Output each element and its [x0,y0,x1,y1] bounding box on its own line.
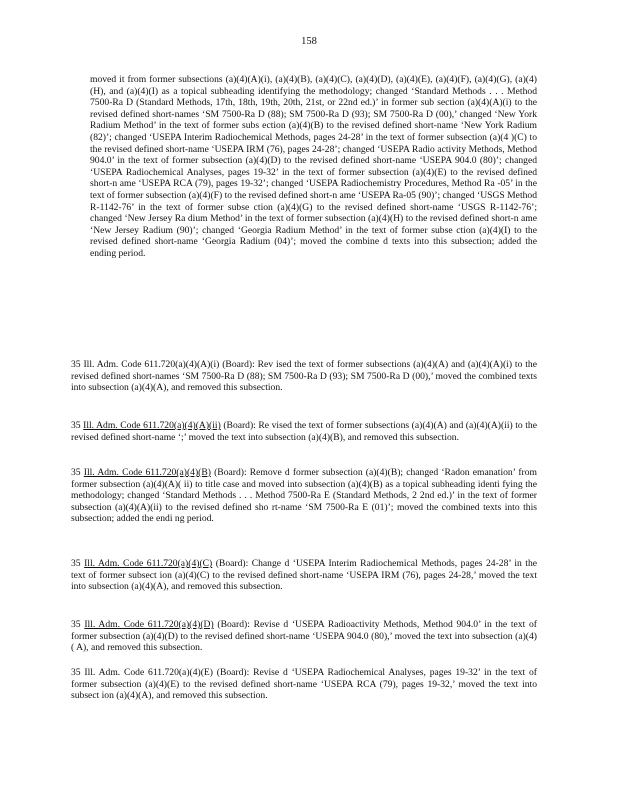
entry-text [71,667,537,702]
entry-cite: Ill. Adm. Code 611.720(a)(4)(D) [84,619,214,630]
entry-611-720-a-4-A-i [71,359,537,394]
entry-cite: Ill. Adm. Code 611.720(a)(4)(B) [83,467,211,478]
entry-text [71,420,537,443]
entry-number: 35 [71,420,81,431]
entry-cite: Ill. Adm. Code 611.720(a)(4)(E) [84,667,213,678]
intro-paragraph: moved it from former subsections (a)(4)(A)(i), (a)(4)(B), (a)(4)(C), (a)(4)(D), (a)(4)(E), (a)(4)(F), (a)(4)(G), (a)(4)(H), and (a)(4)(I) as a topical subheading identifying the methodology; changed ‘Standard Methods . . . Method 7500-Ra D (Standard Methods, 17th, 18th, 19th, 20th, 21st, or 22nd ed.)’ in former sub section (a)(4)(A)(i) to the revised defined short-names ‘SM 7500-Ra D (88); SM 7500-Ra D (93); SM 7500-Ra D (00),’ changed ‘New York Radium Method’ in the text of former subs ection (a)(4)(B) to the revised defined short-name ‘New York Radium (82)’; changed ‘USEPA Interim Radiochemical Methods, pages 24-28’ in the text of former subsection (a)(4 )(C) to the revised defined short-name ‘USEPA IRM (76), pages 24-28’; changed ‘USEPA Radio activity Methods, Method 904.0’ in the text of former subsection (a)(4)(D) to the revised defined short-name ‘USEPA 904.0 (80)’; changed ‘USEPA Radiochemical Analyses, pages 19-32’ in the text of former subsection (a)(4)(E) to the revised defined short-n ame ‘USEPA RCA (79), pages 19-32’; changed ‘USEPA Radiochemistry Procedures, Method Ra -05’ in the text of former subsection (a)(4)(F) to the revised defined short-n ame ‘USEPA Ra-05 (90)’; changed ‘USGS Method R-1142-76’ in the text of former subse ction (a)(4)(G) to the revised defined short-name ‘USGS R-1142-76’; changed ‘New Jersey Ra dium Method’ in the text of former subsection (a)(4)(H) to the revised defined short-n ame ‘New Jersey Radium (90)’; changed ‘Georgia Radium Method’ in the text of former subse ction (a)(4)(I) to the revised defined short-name ‘Georgia Radium (04)’; moved the combine d texts into this subsection; added the ending period. [90,74,537,259]
entry-611-720-a-4-D [71,619,537,654]
entry-cite: Ill. Adm. Code 611.720(a)(4)(A)(i) [83,359,220,370]
entry-611-720-a-4-C [71,558,537,593]
entry-body: (Board): Revise d ‘USEPA Radioactivity Methods, Method 904.0’ in the text of former subsection (a)(4)(D) to the revised defined short-name ‘USEPA 904.0 (80),’ moved the text into subsection (a)(4)( A), and removed this subsection. [71,619,537,654]
entry-text [71,467,537,525]
entry-body: (Board): Re vised the text of former subsections (a)(4)(A) and (a)(4)(A)(ii) to the revised defined short-name ‘;’ moved the text into subsection (a)(4)(B), and removed this subsection. [71,420,537,443]
entry-number: 35 [71,359,81,370]
entry-text [71,558,537,593]
entry-text [71,359,537,394]
entry-text [71,619,537,654]
entry-cite: Ill. Adm. Code 611.720(a)(4)(C) [84,558,213,569]
entry-number: 35 [71,558,81,569]
entry-611-720-a-4-E [71,667,537,702]
entry-cite: Ill. Adm. Code 611.720(a)(4)(A)(ii) [83,420,221,431]
entry-number: 35 [71,619,81,630]
entry-611-720-a-4-B [71,467,537,525]
entry-body: (Board): Remove d former subsection (a)(4)(B); changed ‘Radon emanation’ from former subsection (a)(4)(A)( ii) to title case and moved into subsection (a)(4)(B) as a topical subheading identi fying the methodology; changed ‘Standard Methods . . . Method 7500-Ra E (Standard Methods, 2 2nd ed.)’ in the text of former subsection (a)(4)(A)(ii) to the revised defined sho rt-name ‘SM 7500-Ra E (01)’; moved the combined texts into this subsection; added the endi ng period. [71,467,538,525]
entry-body: (Board): Rev ised the text of former subsections (a)(4)(A) and (a)(4)(A)(i) to the revised defined short-names ‘SM 7500-Ra D (88); SM 7500-Ra D (93); SM 7500-Ra D (00),’ moved the combined texts into subsection (a)(4)(A), and removed this subsection. [71,359,537,394]
entry-body: (Board): Revise d ‘USEPA Radiochemical Analyses, pages 19-32’ in the text of former subsection (a)(4)(E) to the revised defined short-name ‘USEPA RCA (79), pages 19-32,’ moved the text into subsect ion (a)(4)(A), and removed this subsection. [71,667,538,702]
entry-number: 35 [71,467,81,478]
entry-number: 35 [71,667,81,678]
entry-611-720-a-4-A-ii [71,420,537,443]
entry-body: (Board): Change d ‘USEPA Interim Radiochemical Methods, pages 24-28’ in the text of former subsect ion (a)(4)(C) to the revised defined short-name ‘USEPA IRM (76), pages 24-28,’ moved the text into subsection (a)(4)(A), and removed this subsection. [71,558,538,593]
page-number: 158 [301,36,317,47]
